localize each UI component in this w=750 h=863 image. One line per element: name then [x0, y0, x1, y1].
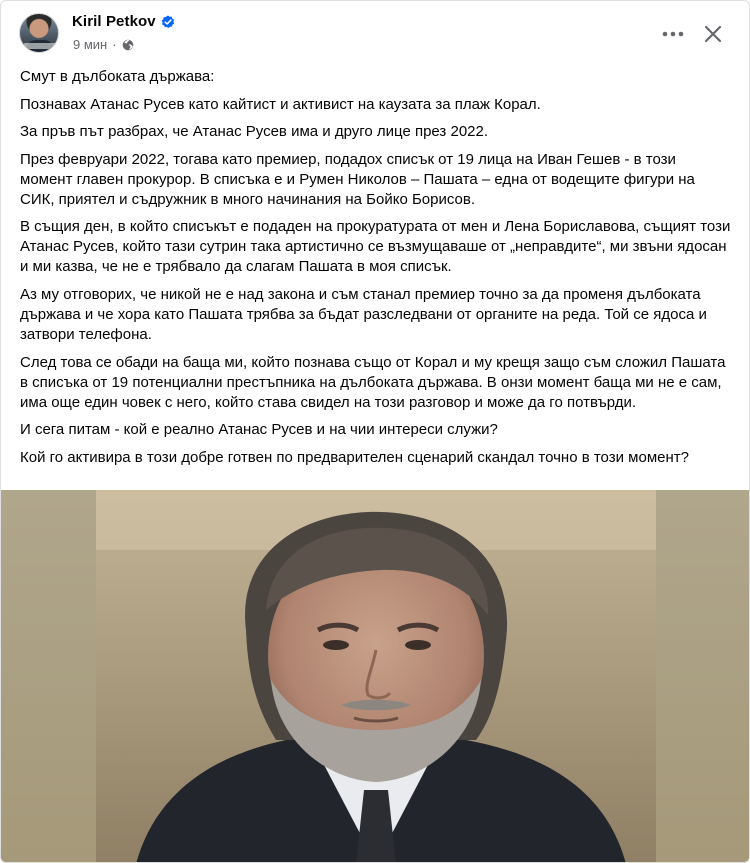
post-timestamp[interactable]: 9 мин [73, 37, 108, 52]
post-paragraph: Смут в дълбоката държава: [20, 68, 215, 85]
post-text [20, 67, 732, 475]
more-options-button[interactable] [657, 18, 689, 50]
post-header [1, 1, 750, 63]
post-paragraph: Кой го активира в този добре готвен по предварителен сценарий скандал точно в този момент? [20, 448, 689, 466]
post-paragraph: И сега питам - кой е реално Атанас Русев и на чии интереси служи? [20, 421, 498, 439]
more-horizontal-icon [662, 31, 684, 37]
author-name-row [72, 13, 175, 30]
globe-icon[interactable] [122, 39, 134, 51]
meta-separator: · [112, 37, 117, 52]
portrait-illustration [96, 490, 656, 863]
photo-blur-right [656, 490, 750, 863]
author-avatar[interactable] [19, 13, 59, 53]
post-paragraph: След това се обади на баща ми, който познава също от Корал и му крещя защо съм сложил Пашата в списъка от 19 потенциални престъпника на дълбоката държава. В онзи момент баща ми не е сам, има още един човек с него, който става свидел на този разговор и може да го потвърди. [20, 353, 726, 411]
verified-badge-icon [161, 15, 175, 29]
portrait-photo [96, 490, 656, 863]
post-photo[interactable] [1, 490, 750, 863]
post-paragraph: В същия ден, в който списъкът е подаден на прокуратурата от мен и Лена Бориславова, същият този Атанас Русев, който тази сутрин така артистично се възмущаваше от „неправдите“, ми звъни ядосан и ми казва, че не е трябвало да слагам Пашата в моя списък. [20, 218, 731, 276]
post-paragraph: Аз му отговорих, че никой не е над закона и съм станал премиер точно за да променя дълбоката държава и че хора като Пашата трябва за бъдат разследвани от органите на реда. Той се ядоса и затвори телефона. [20, 285, 707, 343]
close-icon [704, 25, 722, 43]
avatar-caption-strip [24, 43, 56, 49]
post-paragraph: За пръв път разбрах, че Атанас Русев има и друго лице през 2022. [20, 123, 489, 141]
close-button[interactable] [697, 18, 729, 50]
post-paragraph: Познавах Атанас Русев като кайтист и активист на каузата за плаж Корал. [20, 95, 541, 113]
author-name[interactable]: Kiril Petkov [72, 13, 156, 30]
post-meta [73, 37, 134, 52]
post-paragraph: През февруари 2022, тогава като премиер, подадох списък от 19 лица на Иван Гешев - в този момент главен прокурор. В списъка е и Румен Николов – Пашата – една от водещите фигури на СИК, приятел и съдружник в много начинания на Бойко Борисов. [20, 150, 695, 208]
photo-blur-left [1, 490, 96, 863]
